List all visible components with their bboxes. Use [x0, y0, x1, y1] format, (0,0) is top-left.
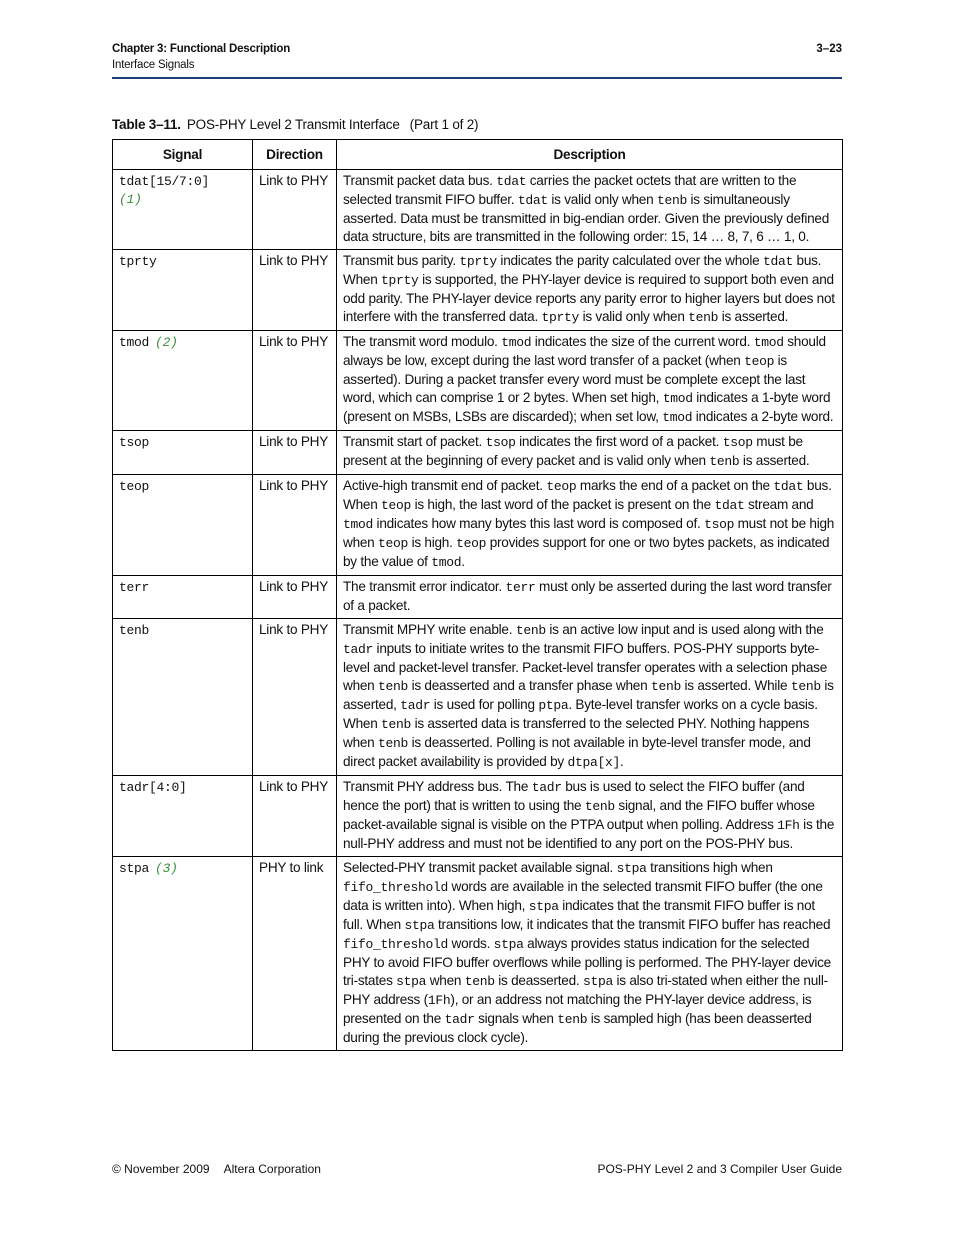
description-text: Transmit packet data bus.: [343, 173, 497, 188]
description-text: must not be high when: [343, 516, 835, 550]
table-header-row: [113, 140, 843, 170]
signal-reference: tenb: [790, 679, 821, 694]
signal-reference: tprty: [459, 254, 497, 269]
running-header-section: Interface Signals: [112, 59, 195, 71]
description-text: is valid only when: [579, 309, 689, 324]
description-text: indicates the first word of a packet.: [515, 434, 723, 449]
description-text: indicates the parity calculated over the whole: [496, 253, 763, 268]
description-text: is deasserted. Polling is not available in byte-level transfer mode, and direct packet availability is provided by: [343, 735, 811, 769]
signal-reference: teop: [381, 498, 412, 513]
signal-name: tmod: [119, 335, 150, 350]
signal-reference: dtpa[x]: [567, 755, 620, 770]
signal-reference: fifo_threshold: [343, 880, 449, 895]
direction-cell: Link to PHY: [253, 619, 337, 776]
footnote-ref[interactable]: (2): [155, 335, 178, 350]
signal-name: tenb: [119, 623, 150, 638]
description-text: indicates the size of the current word.: [531, 334, 754, 349]
description-text: indicates how many bytes this last word is composed of.: [373, 516, 705, 531]
signal-reference: tdat: [496, 174, 527, 189]
description-text: is simultaneously asserted. Data must be transmitted in big-endian order. Given the previously defined data structure, bits are transmitted in the following order: 15, 14 … 8, 7, 6 … 1, 0.: [343, 192, 830, 244]
signal-reference: tdat: [517, 193, 548, 208]
signal-reference: tenb: [515, 623, 546, 638]
signal-reference: terr: [505, 580, 536, 595]
description-text: is asserted,: [343, 678, 834, 712]
table-row: [113, 857, 843, 1051]
description-cell: [337, 170, 843, 250]
description-text: signals when: [474, 1011, 558, 1026]
direction-cell: Link to PHY: [253, 776, 337, 857]
description-text: is also tri-stated when either the null-PHY address (: [343, 973, 828, 1007]
footer-guide-title: POS-PHY Level 2 and 3 Compiler User Guide: [597, 1162, 842, 1176]
description-text: .: [461, 554, 465, 569]
signal-name: tprty: [119, 254, 157, 269]
direction-cell: PHY to link: [253, 857, 337, 1051]
signal-table: [112, 139, 843, 1051]
description-text: stream and: [744, 497, 814, 512]
description-text: carries the packet octets that are written to the selected transmit FIFO buffer.: [343, 173, 797, 207]
table-row: [113, 170, 843, 250]
signal-reference: teop: [378, 536, 409, 551]
description-cell: [337, 619, 843, 776]
footnote-ref[interactable]: (3): [155, 861, 178, 876]
signal-reference: tdat: [714, 498, 745, 513]
signal-name: teop: [119, 479, 150, 494]
description-text: Active-high transmit end of packet.: [343, 478, 547, 493]
footer-copyright: © November 2009: [112, 1162, 210, 1176]
signal-reference: tsop: [485, 435, 516, 450]
signal-reference: tadr: [400, 698, 431, 713]
description-text: is used for polling: [430, 697, 539, 712]
signal-reference: tmod: [343, 517, 374, 532]
signal-reference: tenb: [650, 679, 681, 694]
signal-reference: stpa: [528, 899, 559, 914]
description-text: provides support for one or two bytes packets, as indicated by the value of: [343, 535, 830, 569]
description-text: bus. When: [343, 478, 832, 512]
description-text: .: [620, 754, 624, 769]
table-row: [113, 250, 843, 331]
description-text: always provides status indication for the selected PHY to avoid FIFO buffer overflows while polling is performed. The PHY-layer device tri-states: [343, 936, 831, 988]
signal-reference: fifo_threshold: [343, 937, 449, 952]
signal-reference: tenb: [557, 1012, 588, 1027]
description-text: words.: [448, 936, 494, 951]
table-row: [113, 576, 843, 619]
description-text: is valid only when: [547, 192, 657, 207]
description-text: when: [426, 973, 465, 988]
description-text: is asserted. While: [680, 678, 791, 693]
description-text: Transmit start of packet.: [343, 434, 486, 449]
signal-cell: [113, 170, 253, 250]
signal-reference: tmod: [662, 410, 693, 425]
signal-reference: stpa: [404, 918, 435, 933]
description-cell: [337, 250, 843, 331]
signal-reference: tenb: [464, 974, 495, 989]
signal-reference: 1Fh: [777, 818, 800, 833]
signal-cell: [113, 431, 253, 475]
description-text: Transmit PHY address bus. The: [343, 779, 532, 794]
header-rule: [112, 77, 842, 79]
signal-reference: tdat: [773, 479, 804, 494]
column-header-description: Description: [337, 140, 843, 170]
description-text: inputs to initiate writes to the transmit FIFO buffers. POS-PHY supports byte-level and packet-level transfer. Packet-level transfer operates with a selection phase when: [343, 641, 828, 693]
signal-reference: tmod: [501, 335, 532, 350]
signal-reference: tprty: [381, 273, 419, 288]
description-text: must be present at the beginning of every packet and is valid only when: [343, 434, 803, 468]
signal-reference: tadr: [343, 642, 374, 657]
signal-reference: stpa: [493, 937, 524, 952]
description-text: The transmit error indicator.: [343, 579, 506, 594]
description-text: is deasserted and a transfer phase when: [408, 678, 651, 693]
page-number: 3–23: [816, 43, 842, 55]
signal-cell: [113, 250, 253, 331]
description-text: indicates a 2-byte word.: [692, 409, 834, 424]
direction-cell: Link to PHY: [253, 431, 337, 475]
description-text: must only be asserted during the last word transfer of a packet.: [343, 579, 832, 613]
description-text: indicates that the transmit FIFO buffer is not full. When: [343, 898, 815, 932]
description-text: should always be low, except during the last word transfer of a packet (when: [343, 334, 826, 368]
signal-reference: stpa: [616, 861, 647, 876]
table-body: [113, 170, 843, 1051]
description-cell: [337, 776, 843, 857]
description-text: is an active low input and is used along with the: [545, 622, 824, 637]
description-text: marks the end of a packet on the: [576, 478, 774, 493]
table-row: [113, 431, 843, 475]
direction-cell: Link to PHY: [253, 331, 337, 431]
signal-reference: tsop: [704, 517, 735, 532]
description-cell: [337, 857, 843, 1051]
description-text: is the null-PHY address and must not be identified to any port on the POS-PHY bus.: [343, 817, 835, 851]
description-text: . Byte-level transfer works on a cycle basis. When: [343, 697, 818, 731]
signal-reference: tmod: [753, 335, 784, 350]
signal-reference: tadr: [531, 780, 562, 795]
description-cell: [337, 331, 843, 431]
signal-reference: 1Fh: [427, 993, 451, 1008]
description-text: words are available in the selected transmit FIFO buffer (the one data is written into). When high,: [343, 879, 823, 913]
description-text: is asserted). During a packet transfer every word must be complete except the last word, which can comprise 1 or 2 bytes. When set high,: [343, 353, 806, 405]
signal-reference: stpa: [582, 974, 613, 989]
signal-name: tdat[15/7:0]: [119, 174, 210, 189]
description-text: The transmit word modulo.: [343, 334, 502, 349]
signal-cell: [113, 475, 253, 576]
description-text: Selected-PHY transmit packet available signal.: [343, 860, 617, 875]
signal-reference: teop: [546, 479, 577, 494]
signal-reference: stpa: [396, 974, 427, 989]
signal-reference: tenb: [688, 310, 719, 325]
signal-reference: tenb: [656, 193, 687, 208]
direction-cell: Link to PHY: [253, 475, 337, 576]
signal-cell: [113, 576, 253, 619]
table-caption-part: (Part 1 of 2): [409, 117, 479, 132]
description-text: is high, the last word of the packet is present on the: [411, 497, 715, 512]
signal-cell: [113, 619, 253, 776]
signal-reference: tprty: [541, 310, 580, 325]
footer-company: Altera Corporation: [223, 1162, 321, 1176]
description-text: is high.: [408, 535, 457, 550]
table-row: [113, 475, 843, 576]
description-cell: [337, 475, 843, 576]
signal-reference: tenb: [381, 717, 412, 732]
description-text: indicates a 1-byte word (present on MSBs, LSBs are discarded); when set low,: [343, 390, 831, 424]
description-text: is asserted data is transferred to the selected PHY. Nothing happens when: [343, 716, 810, 750]
signal-reference: tdat: [762, 254, 793, 269]
description-text: is sampled high (has been deasserted during the previous clock cycle).: [343, 1011, 812, 1045]
running-header-chapter: Chapter 3: Functional Description: [112, 43, 291, 55]
signal-reference: tenb: [709, 454, 740, 469]
description-text: bus. When: [343, 253, 822, 287]
description-text: is deasserted.: [494, 973, 583, 988]
description-text: ), or an address not matching the PHY-layer device address, is presented on the: [343, 992, 812, 1026]
signal-reference: tenb: [378, 679, 409, 694]
table-row: [113, 776, 843, 857]
signal-name: terr: [119, 580, 150, 595]
signal-reference: tsop: [722, 435, 753, 450]
signal-name: tsop: [119, 435, 150, 450]
signal-reference: teop: [744, 354, 775, 369]
direction-cell: Link to PHY: [253, 170, 337, 250]
description-text: signal, and the FIFO buffer whose packet-available signal is visible on the PTPA output when polling. Address: [343, 798, 815, 832]
footer-left: [112, 1162, 321, 1176]
description-cell: [337, 431, 843, 475]
description-text: bus is used to select the FIFO buffer (and hence the port) that is written to using the: [343, 779, 805, 813]
signal-name: stpa: [119, 861, 150, 876]
description-cell: [337, 576, 843, 619]
signal-reference: tmod: [662, 391, 693, 406]
table-caption-title: POS-PHY Level 2 Transmit Interface: [186, 117, 400, 132]
description-text: is supported, the PHY-layer device is required to support both even and odd parity. The PHY-layer device reports any parity error to higher layers but does not interfere with the transferred data.: [343, 272, 835, 324]
footnote-ref[interactable]: (1): [119, 192, 142, 207]
description-text: Transmit bus parity.: [343, 253, 460, 268]
table-row: [113, 619, 843, 776]
signal-reference: teop: [456, 536, 487, 551]
direction-cell: Link to PHY: [253, 250, 337, 331]
description-text: transitions high when: [646, 860, 773, 875]
description-text: is asserted.: [739, 453, 810, 468]
column-header-direction: Direction: [253, 140, 337, 170]
table-caption: [112, 117, 478, 132]
signal-name: tadr[4:0]: [119, 780, 187, 795]
column-header-signal: Signal: [113, 140, 253, 170]
table-row: [113, 331, 843, 431]
description-text: Transmit MPHY write enable.: [343, 622, 516, 637]
description-text: is asserted.: [718, 309, 789, 324]
signal-reference: ptpa: [538, 698, 569, 713]
signal-reference: tenb: [584, 799, 615, 814]
direction-cell: Link to PHY: [253, 576, 337, 619]
signal-reference: tmod: [431, 555, 462, 570]
table-caption-label: Table 3–11.: [112, 117, 181, 132]
signal-cell: [113, 331, 253, 431]
description-text: transitions low, it indicates that the transmit FIFO buffer has reached: [434, 917, 831, 932]
signal-cell: [113, 776, 253, 857]
signal-reference: tenb: [378, 736, 409, 751]
signal-cell: [113, 857, 253, 1051]
signal-reference: tadr: [444, 1012, 475, 1027]
